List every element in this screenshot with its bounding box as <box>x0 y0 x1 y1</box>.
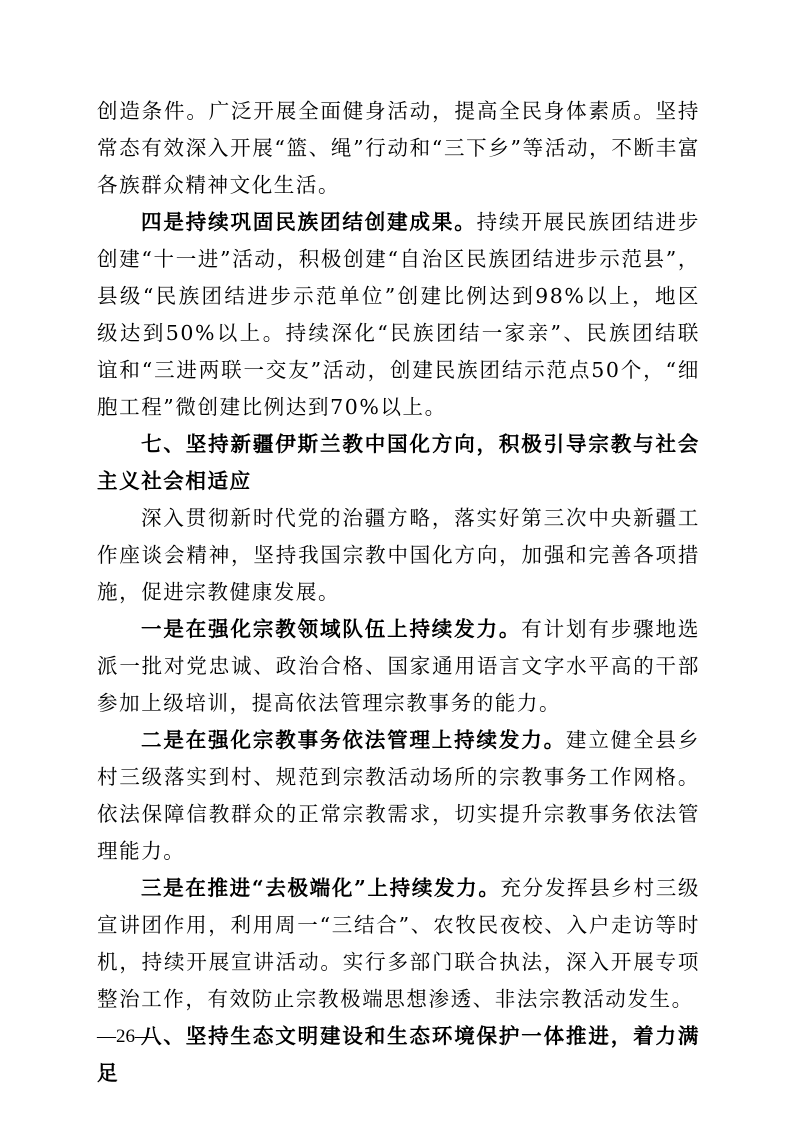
paragraph-text: 建立健全县乡村三级落实到村、规范到宗教活动场所的宗教事务工作网格。依法保障信教群众的正常宗教需求，切实提升宗教事务依法管理能力。 <box>97 728 700 863</box>
paragraph-text: 深入贯彻新时代党的治疆方略，落实好第三次中央新疆工作座谈会精神，坚持我国宗教中国化方向，加强和完善各项措施，促进宗教健康发展。 <box>97 506 700 604</box>
paragraph-text: 创造条件。广泛开展全面健身活动，提高全民身体素质。坚持常态有效深入开展“篮、绳”行动和“三下乡”等活动，不断丰富各族群众精神文化生活。 <box>97 99 700 197</box>
section-heading-seven: 七、坚持新疆伊斯兰教中国化方向，积极引导宗教与社会主义社会相适应 <box>97 432 700 493</box>
paragraph-intro-religion <box>97 500 700 611</box>
paragraph-point-one <box>97 611 700 722</box>
paragraph-point-three <box>97 870 700 1018</box>
paragraph-lead: 三是在推进“去极端化”上持续发力。 <box>141 876 501 900</box>
paragraph-text: 充分发挥县乡村三级宣讲团作用，利用周一“三结合”、农牧民夜校、入户走访等时机，持续开展宣讲活动。实行多部门联合执法，深入开展专项整治工作，有效防止宗教极端思想渗透、非法宗教活动发生。 <box>97 876 700 1011</box>
paragraph-text: 有计划有步骤地选派一批对党忠诚、政治合格、国家通用语言文字水平高的干部参加上级培训，提高依法管理宗教事务的能力。 <box>97 617 700 715</box>
paragraph-text: 持续开展民族团结进步创建“十一进”活动，积极创建“自治区民族团结进步示范县”，县级“民族团结进步示范单位”创建比例达到98%以上，地区级达到50%以上。持续深化“民族团结一家亲”、民族团结联谊和“三进两联一交友”活动，创建民族团结示范点50个，“细胞工程”微创建比例达到70%以上。 <box>97 210 700 419</box>
section-heading-eight: 八、坚持生态文明建设和生态环境保护一体推进，着力满足 <box>97 1024 700 1085</box>
document-page <box>97 93 700 1092</box>
paragraph-ethnic-unity <box>97 204 700 426</box>
paragraph-lead: 一是在强化宗教领域队伍上持续发力。 <box>141 617 522 641</box>
paragraph-point-two <box>97 722 700 870</box>
page-number: —26— <box>97 1026 154 1047</box>
paragraph-lead: 四是持续巩固民族团结创建成果。 <box>141 210 477 234</box>
paragraph-lead: 二是在强化宗教事务依法管理上持续发力。 <box>141 728 567 752</box>
paragraph-continuation <box>97 93 700 204</box>
